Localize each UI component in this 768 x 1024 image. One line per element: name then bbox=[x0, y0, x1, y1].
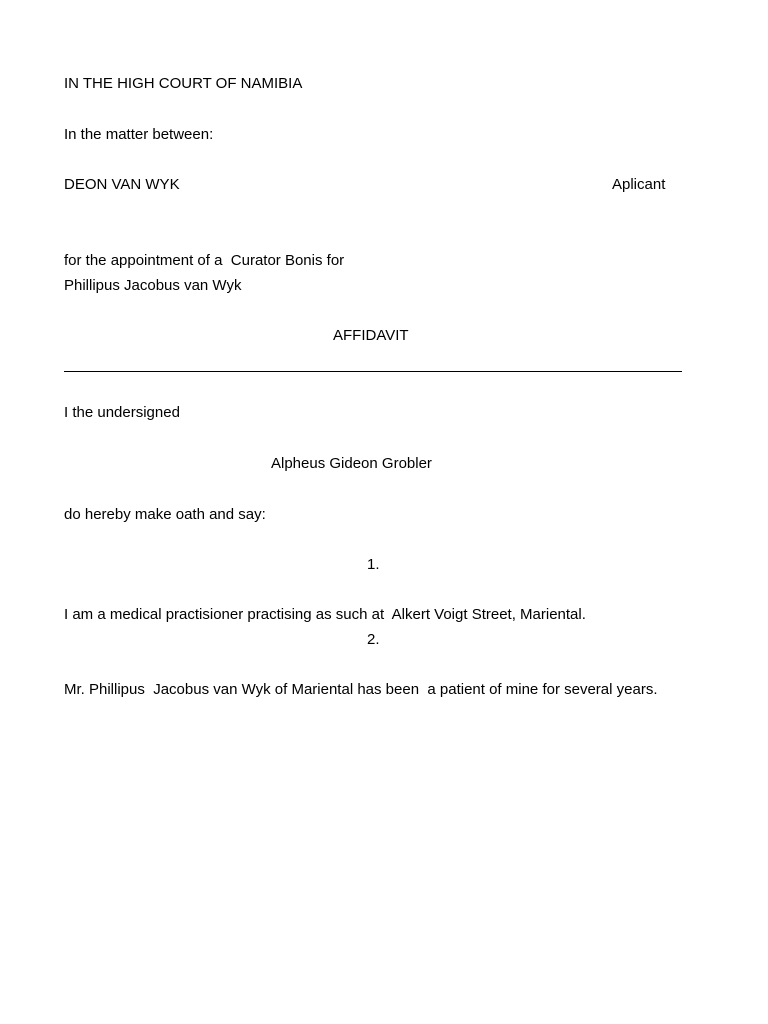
party-name: DEON VAN WYK bbox=[64, 176, 180, 193]
paragraph-number: 1. bbox=[367, 556, 380, 573]
deponent-name: Alpheus Gideon Grobler bbox=[271, 455, 432, 472]
paragraph-number: 2. bbox=[367, 631, 380, 648]
paragraph-text: I am a medical practisioner practising as such at Alkert Voigt Street, Mariental. bbox=[64, 606, 586, 623]
oath-statement: do hereby make oath and say: bbox=[64, 506, 266, 523]
horizontal-rule bbox=[64, 371, 682, 372]
purpose-line-1: for the appointment of a Curator Bonis for bbox=[64, 252, 345, 269]
undersigned-label: I the undersigned bbox=[64, 404, 180, 421]
paragraph-text: Mr. Phillipus Jacobus van Wyk of Mariental has been a patient of mine for several years. bbox=[64, 681, 658, 698]
purpose-line-2: Phillipus Jacobus van Wyk bbox=[64, 277, 242, 294]
matter-between-label: In the matter between: bbox=[64, 126, 214, 143]
document-heading: AFFIDAVIT bbox=[333, 327, 409, 344]
court-heading: IN THE HIGH COURT OF NAMIBIA bbox=[64, 75, 303, 92]
party-role: Aplicant bbox=[612, 176, 666, 193]
